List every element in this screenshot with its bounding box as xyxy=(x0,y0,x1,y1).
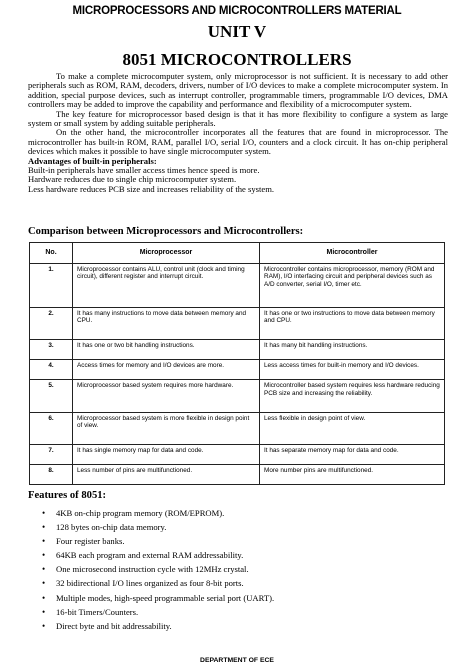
microprocessor-cell: Less number of pins are multifunctioned. xyxy=(73,464,260,484)
comparison-heading: Comparison between Microprocessors and Microcontrollers: xyxy=(28,226,304,237)
list-item: • Direct byte and bit addressability. xyxy=(40,619,274,633)
list-item: • Multiple modes, high-speed programmable serial port (UART). xyxy=(40,591,274,605)
features-list xyxy=(40,506,274,633)
microprocessor-cell: Microprocessor based system requires more hardware. xyxy=(73,380,260,412)
list-item: • 64KB each program and external RAM addressability. xyxy=(40,548,274,562)
table-row xyxy=(30,308,445,340)
list-item: • Four register banks. xyxy=(40,534,274,548)
list-item: • 4KB on-chip program memory (ROM/EPROM). xyxy=(40,506,274,520)
advantage-item: Less hardware reduces PCB size and increases reliability of the system. xyxy=(28,183,275,194)
row-number: 5. xyxy=(30,380,73,412)
list-item: • 16-bit Timers/Counters. xyxy=(40,605,274,619)
microprocessor-cell: Microprocessor based system is more flexible in design point of view. xyxy=(73,412,260,444)
microcontroller-cell: It has one or two instructions to move data between memory and CPU. xyxy=(260,308,445,340)
column-header-no: No. xyxy=(30,243,73,264)
table-row xyxy=(30,444,445,464)
row-number: 2. xyxy=(30,308,73,340)
unit-heading: UNIT V xyxy=(207,22,267,41)
row-number: 3. xyxy=(30,340,73,360)
microcontroller-cell: Microcontroller based system requires less hardware reducing PCB size and increasing the reliability. xyxy=(260,380,445,412)
microprocessor-cell: It has single memory map for data and code. xyxy=(73,444,260,464)
table-row xyxy=(30,380,445,412)
list-item: • 32 bidirectional I/O lines organized as four 8-bit ports. xyxy=(40,576,274,590)
microprocessor-cell: Access times for memory and I/O devices are more. xyxy=(73,360,260,380)
advantage-item: Hardware reduces due to single chip microcomputer system. xyxy=(28,174,237,185)
table-header-row xyxy=(30,243,445,264)
row-number: 8. xyxy=(30,464,73,484)
microprocessor-cell: Microprocessor contains ALU, control unit (clock and timing circuit), different register and interrupt circuit. xyxy=(73,264,260,308)
column-header-microcontroller: Microcontroller xyxy=(260,243,445,264)
features-heading: Features of 8051: xyxy=(28,490,107,501)
list-item: • 128 bytes on-chip data memory. xyxy=(40,520,274,534)
microprocessor-cell: It has many instructions to move data between memory and CPU. xyxy=(73,308,260,340)
microcontroller-cell: More number pins are multifunctioned. xyxy=(260,464,445,484)
comparison-table xyxy=(29,242,445,485)
microcontroller-cell: It has many bit handling instructions. xyxy=(260,340,445,360)
microcontroller-cell: Less access times for built-in memory and I/O devices. xyxy=(260,360,445,380)
row-number: 7. xyxy=(30,444,73,464)
microcontroller-cell: Microcontroller contains microprocessor, memory (ROM and RAM), I/O interfacing circuit and peripheral devices such as A/D converter, serial I/O, timer etc. xyxy=(260,264,445,308)
page-header: MICROPROCESSORS AND MICROCONTROLLERS MATERIAL xyxy=(72,5,402,17)
chapter-title: 8051 MICROCONTROLLERS xyxy=(122,50,352,69)
table-row xyxy=(30,360,445,380)
table-row xyxy=(30,264,445,308)
microcontroller-cell: It has separate memory map for data and code. xyxy=(260,444,445,464)
intro-paragraph-1: To make a complete microcomputer system, only microprocessor is not sufficient. It is necessary to add other peripherals such as ROM, RAM, decoders, drivers, number of I/O devices to make a complete microcomputer system. In addition, special purpose devices, such as interrupt controller, programmable timers, programmable I/O devices, DMA controllers may be added to improve the capability and performance and flexibility of a microcomputer system. xyxy=(28,71,448,110)
microcontroller-cell: Less flexible in design point of view. xyxy=(260,412,445,444)
intro-paragraph-2: The key feature for microprocessor based design is that it has more flexibility to configure a system as large system or small system by adding suitable peripherals. xyxy=(28,108,448,129)
row-number: 1. xyxy=(30,264,73,308)
intro-section xyxy=(28,72,448,194)
row-number: 6. xyxy=(30,412,73,444)
table-row xyxy=(30,464,445,484)
table-row xyxy=(30,340,445,360)
advantages-heading: Advantages of built-in peripherals: xyxy=(28,155,157,166)
microprocessor-cell: It has one or two bit handling instructions. xyxy=(73,340,260,360)
table-row xyxy=(30,412,445,444)
comparison-table-wrapper xyxy=(29,242,445,485)
row-number: 4. xyxy=(30,360,73,380)
list-item: • One microsecond instruction cycle with 12MHz crystal. xyxy=(40,562,274,576)
intro-paragraph-3: On the other hand, the microcontroller incorporates all the features that are found in microprocessor. The microcontroller has built-in ROM, RAM, parallel I/O, serial I/O, counters and a clock circuit. It has on-chip peripheral devices which makes it possible to have single microcomputer system. xyxy=(28,127,448,157)
page-footer: DEPARTMENT OF ECE xyxy=(200,657,274,664)
advantage-item: Built-in peripherals have smaller access times hence speed is more. xyxy=(28,165,260,176)
column-header-microprocessor: Microprocessor xyxy=(73,243,260,264)
